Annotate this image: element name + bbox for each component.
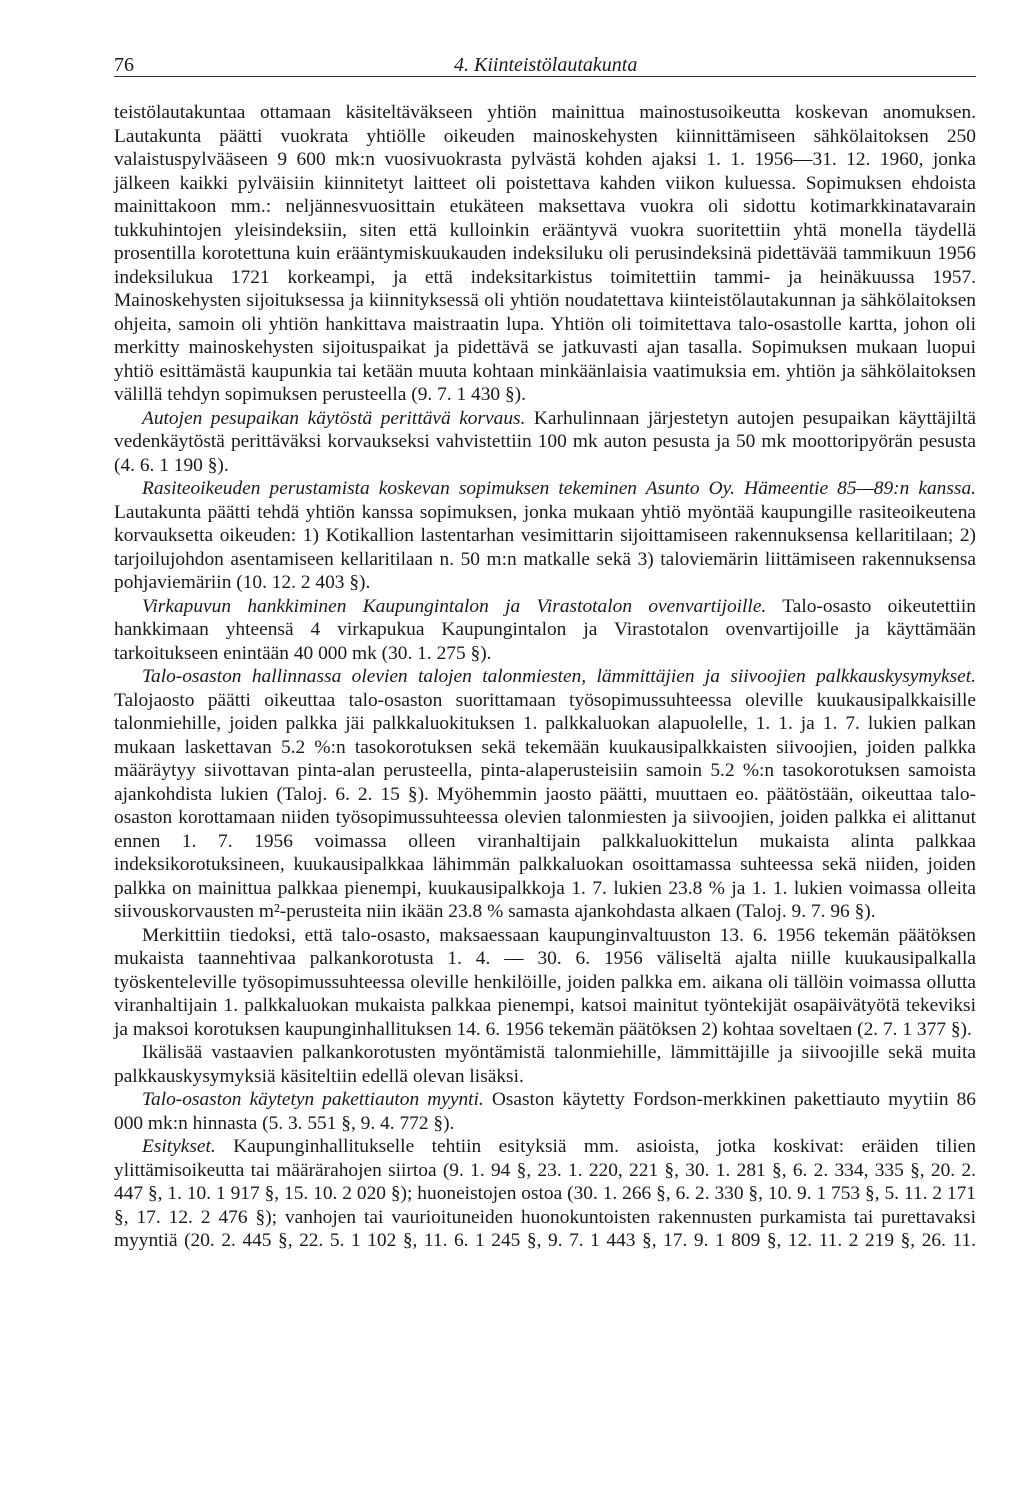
running-header: [114, 46, 976, 78]
section-heading: Virkapuvun hankkiminen Kaupungintalon ja Virastotalon ovenvartijoille.: [142, 595, 767, 617]
section-heading: Talo-osaston hallinnassa olevien talojen talonmiesten, lämmittäjien ja siivoojien palkkauskysymykset.: [142, 666, 976, 687]
header-rule: [114, 76, 976, 77]
paragraph-text: Talojaosto päätti oikeuttaa talo-osaston suorittamaan työsopimussuhteessa oleville kuukausipalkkaisille talonmiehille, joiden palkka jäi palkkaluokituksen 1. palkkaluokan alapuolelle, 1. 1. ja 1. 7. lukien palkan mukaan laskettavan 5.2 %:n tasokorotuksen sekä tekemään kuukausipalkkaisten siivoojien, joiden palkka määräytyy siivottavan pinta-alan perusteella, pinta-alaperusteisiin samoin 5.2 %:n tasokorotuksen samoista ajankohdista lukien (Taloj. 6. 2. 15 §). Myöhemmin jaosto päätti, muuttaen eo. päätöstään, oikeuttaa talo-osaston korottamaan niiden työsopimussuhteessa olevien talonmiesten ja siivoojien, joiden palkka ei alittanut ennen 1. 7. 1956 voimassa olleen viranhaltijain palkkaluokittelun mukaista alinta palkkaa indeksikorotuksineen, kuukausipalkkaa lähimmän palkkaluokan osoittamassa suhteessa sekä niiden, joiden palkka on mainittua palkkaa pienempi, kuukausipalkkoja 1. 7. lukien 23.8 % ja 1. 1. lukien voimassa olleita siivouskorvausten m²-perusteita niin ikään 23.8 % samasta ajankohdasta alkaen (Taloj. 9. 7. 96 §).: [114, 689, 976, 922]
section-title: 4. Kiinteistölautakunta: [454, 54, 638, 76]
paragraph: [114, 595, 976, 666]
paragraph: [114, 924, 976, 1042]
section-heading: Rasiteoikeuden perustamista koskevan sopimuksen tekeminen Asunto Oy. Hämeentie 85—89:n kanssa.: [142, 478, 976, 499]
paragraph-text: Talo-osasto oikeutettiin hankkimaan yhteensä 4 virkapukua Kaupungintalon ja Virastotalon ovenvartijoille ja käyttämään tarkoitukseen enintään 40 000 mk (30. 1. 275 §).: [114, 595, 976, 664]
paragraph-text: teistölautakuntaa ottamaan käsiteltäväkseen yhtiön mainittua mainostusoikeutta koskevan anomuksen. Lautakunta päätti vuokrata yhtiölle oikeuden mainoskehysten kiinnittämiseen sähkölaitoksen 250 valaistuspylvääseen 9 600 mk:n vuosivuokrasta pylvästä kohden ajaksi 1. 1. 1956—31. 12. 1960, jonka jälkeen kaikki pylväisiin kiinnitetyt laitteet oli poistettava kahden viikon kuluessa. Sopimuksen ehdoista mainittakoon mm.: neljännesvuosittain etukäteen maksettava vuokra oli sidottu kotimarkkinatavarain tukkuhintojen yleisindeksiin, siten että kulloinkin erääntyvä vuokra suoritettiin yhtä monella täydellä prosentilla korotettuna kuin erääntymiskuukauden indeksiluku oli perusindeksinä pidettävää tammikuun 1956 indeksilukua 1721 korkeampi, ja että indeksitarkistus toimitettiin tammi- ja heinäkuussa 1957. Mainoskehysten sijoituksessa ja kiinnityksessä oli yhtiön noudatettava kiinteistölautakunnan ja sähkölaitoksen ohjeita, samoin oli yhtiön hankittava maistraatin lupa. Yhtiön oli toimitettava talo-osastolle kartta, johon oli merkitty mainoskehysten sijoituspaikat ja pidettävä se jatkuvasti ajan tasalla. Sopimuksen mukaan luopui yhtiö esittämästä kaupunkia tai ketään muuta kohtaan minkäänlaisia vaatimuksia em. yhtiön ja sähkölaitoksen välillä tehdyn sopimuksen perusteella (9. 7. 1 430 §).: [114, 102, 976, 405]
section-heading: Esitykset.: [142, 1136, 216, 1157]
paragraph-text: Kaupunginhallitukselle tehtiin esityksiä mm. asioista, jotka koskivat: eräiden tilien ylittämisoikeutta tai määrärahojen siirtoa (9. 1. 94 §, 23. 1. 220, 221 §, 30. 1. 281 §, 6. 2. 334, 335 §, 20. 2. 447 §, 1. 10. 1 917 §, 15. 10. 2 020 §); huoneistojen ostoa (30. 1. 266 §, 6. 2. 330 §, 10. 9. 1 753 §, 5. 11. 2 171 §, 17. 12. 2 476 §); vanhojen tai vaurioituneiden huonokuntoisten rakennusten purkamista tai purettavaksi myyntiä (20. 2. 445 §, 22. 5. 1 102 §, 11. 6. 1 245 §, 9. 7. 1 443 §, 17. 9. 1 809 §, 12. 11. 2 219 §, 26. 11.: [114, 1136, 976, 1251]
paragraph-text: Ikälisää vastaavien palkankorotusten myöntämistä talonmiehille, lämmittäjille ja siivoojille sekä muita palkkauskysymyksiä käsiteltiin edellä olevan lisäksi.: [114, 1042, 976, 1087]
paragraph: [114, 407, 976, 478]
paragraph-text: Lautakunta päätti tehdä yhtiön kanssa sopimuksen, jonka mukaan yhtiö myöntää kaupungille rasiteoikeutena korvauksetta oikeuden: 1) Kotikallion lastentarhan vesimittarin sijoittamiseen rakennuksensa kellaritilaan; 2) tarjoilujohdon asentamiseen kellaritilaan n. 50 m:n matkalle sekä 3) taloviemärin liittämiseen rakennuksensa pohjaviemäriin (10. 12. 2 403 §).: [114, 501, 976, 593]
paragraph: [114, 665, 976, 924]
section-heading: Autojen pesupaikan käytöstä perittävä korvaus.: [142, 407, 526, 429]
paragraph: [114, 1088, 976, 1135]
paragraph: [114, 101, 976, 407]
paragraph-text: Osaston käytetty Fordson-merkkinen pakettiauto myytiin 86 000 mk:n hinnasta (5. 3. 551 §, 9. 4. 772 §).: [114, 1089, 976, 1134]
page-number: 76: [114, 54, 134, 76]
paragraph: [114, 1135, 976, 1253]
paragraph-text: Merkittiin tiedoksi, että talo-osasto, maksaessaan kaupunginvaltuuston 13. 6. 1956 tekemän päätöksen mukaista taannehtivaa palkankorotusta 1. 4. — 30. 6. 1956 väliseltä ajalta niille kuukausipalkalla työskenteleville työsopimussuhteessa oleville henkilöille, joiden palkka em. aikana oli tällöin voimassa ollutta viranhaltijain 1. palkkaluokan mukaista palkkaa pienempi, katsoi mainitut työntekijät osapäivätyötä tekeviksi ja maksoi korotuksen kaupunginhallituksen 14. 6. 1956 tekemän päätöksen 2) kohtaa soveltaen (2. 7. 1 377 §).: [114, 924, 976, 1040]
paragraph-text: Karhulinnaan järjestetyn autojen pesupaikan käyttäjiltä vedenkäytöstä perittäväksi korvaukseksi vahvistettiin 100 mk auton pesusta ja 50 mk moottoripyörän pesusta (4. 6. 1 190 §).: [114, 407, 976, 476]
paragraph: [114, 1041, 976, 1088]
body-text: [114, 101, 976, 1253]
paragraph: [114, 477, 976, 595]
section-heading: Talo-osaston käytetyn pakettiauton myynti.: [142, 1089, 484, 1110]
